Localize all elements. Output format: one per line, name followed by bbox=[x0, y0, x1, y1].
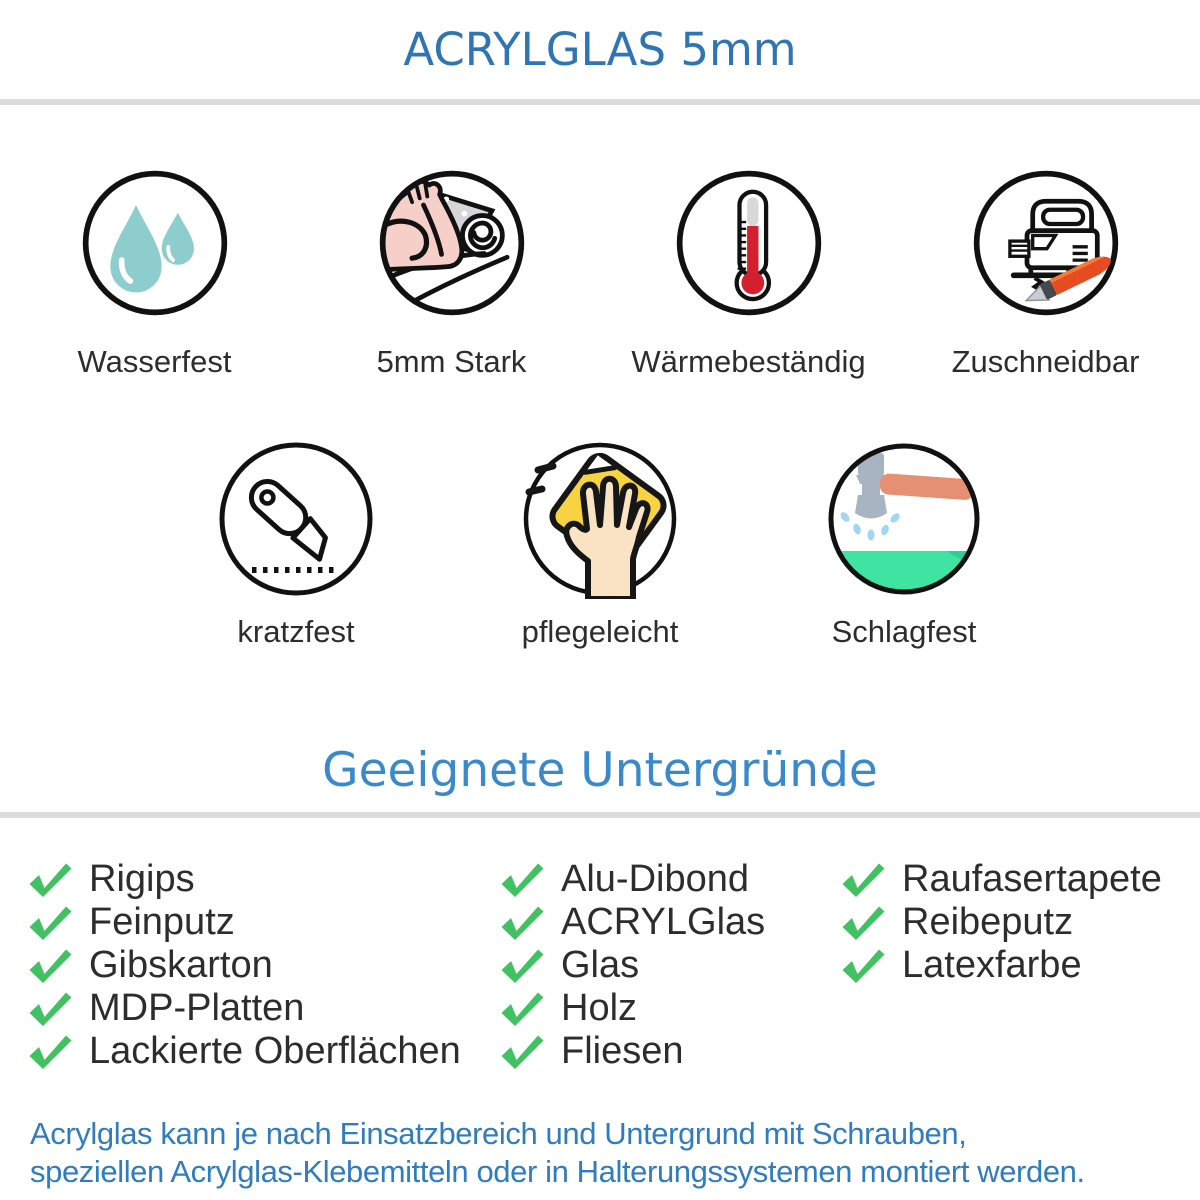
list-item-label: Holz bbox=[561, 987, 638, 1029]
page-title: ACRYLGLAS 5mm bbox=[403, 23, 797, 76]
list-item-label: Latexfarbe bbox=[902, 944, 1082, 986]
list-item-label: Alu-Dibond bbox=[561, 858, 749, 900]
feature-label: pflegeleicht bbox=[521, 614, 679, 649]
feature-label: Zuschneidbar bbox=[951, 344, 1140, 379]
feature-schlagfest bbox=[752, 439, 1056, 651]
feature-label: kratzfest bbox=[237, 614, 355, 649]
list-item bbox=[498, 987, 839, 1030]
list-item-label: Rigips bbox=[89, 858, 195, 900]
hammer-impact-icon bbox=[824, 439, 984, 599]
checkmark-icon bbox=[498, 905, 544, 941]
jigsaw-knife-icon bbox=[970, 167, 1122, 319]
checkmark-icon bbox=[498, 948, 544, 984]
list-item-label: Gibskarton bbox=[89, 944, 273, 986]
substrates-column-3 bbox=[839, 858, 1200, 1073]
list-item bbox=[498, 901, 839, 944]
features-row-2 bbox=[0, 439, 1200, 651]
list-item-label: Glas bbox=[561, 944, 640, 986]
list-item-label: ACRYLGlas bbox=[561, 901, 766, 943]
feature-zuschneidbar bbox=[897, 167, 1194, 381]
hand-cloth-icon bbox=[520, 439, 680, 599]
substrates-column-2 bbox=[498, 858, 839, 1073]
feature-label: Wärmebeständig bbox=[631, 344, 866, 379]
feature-wasserfest bbox=[6, 167, 303, 381]
feature-waermebestaendig bbox=[600, 167, 897, 381]
checkmark-icon bbox=[839, 862, 885, 898]
divider-top bbox=[0, 99, 1200, 105]
list-item bbox=[839, 901, 1200, 944]
list-item bbox=[26, 1030, 498, 1073]
checkmark-icon bbox=[26, 1034, 72, 1070]
list-item bbox=[498, 858, 839, 901]
list-item-label: Reibeputz bbox=[902, 901, 1074, 943]
list-item-label: Raufasertapete bbox=[902, 858, 1162, 900]
list-item bbox=[839, 944, 1200, 987]
checkmark-icon bbox=[26, 948, 72, 984]
list-item bbox=[839, 858, 1200, 901]
feature-label: Schlagfest bbox=[831, 614, 977, 649]
checkmark-icon bbox=[498, 862, 544, 898]
checkmark-icon bbox=[498, 991, 544, 1027]
list-item bbox=[26, 901, 498, 944]
list-item-label: Lackierte Oberflächen bbox=[89, 1030, 461, 1072]
list-item-label: Fliesen bbox=[561, 1030, 684, 1072]
feature-kratzfest bbox=[144, 439, 448, 651]
divider-middle bbox=[0, 812, 1200, 818]
substrates-column-1 bbox=[26, 858, 498, 1073]
features-row-1 bbox=[0, 167, 1200, 381]
list-item-label: MDP-Platten bbox=[89, 987, 305, 1029]
feature-label: Wasserfest bbox=[77, 344, 232, 379]
mounting-note-line: speziellen Acrylglas-Klebemitteln oder in Halterungssystemen montiert werden. bbox=[30, 1154, 1085, 1189]
feature-label: 5mm Stark bbox=[376, 344, 527, 379]
checkmark-icon bbox=[839, 905, 885, 941]
substrates-list bbox=[0, 858, 1200, 1073]
utility-knife-icon bbox=[216, 439, 376, 599]
mounting-note-line: Acrylglas kann je nach Einsatzbereich und Untergrund mit Schrauben, bbox=[30, 1116, 967, 1151]
list-item bbox=[26, 944, 498, 987]
list-item bbox=[26, 858, 498, 901]
list-item bbox=[26, 987, 498, 1030]
checkmark-icon bbox=[26, 862, 72, 898]
feature-pflegeleicht bbox=[448, 439, 752, 651]
feature-5mm-stark bbox=[303, 167, 600, 381]
list-item-label: Feinputz bbox=[89, 901, 235, 943]
checkmark-icon bbox=[839, 948, 885, 984]
section-title-untergruende: Geeignete Untergründe bbox=[322, 743, 878, 798]
mounting-note bbox=[30, 1115, 1200, 1191]
thermometer-icon bbox=[673, 167, 825, 319]
flexed-arm-roll-icon bbox=[376, 167, 528, 319]
checkmark-icon bbox=[26, 905, 72, 941]
water-drops-icon bbox=[79, 167, 231, 319]
list-item bbox=[498, 1030, 839, 1073]
checkmark-icon bbox=[26, 991, 72, 1027]
list-item bbox=[498, 944, 839, 987]
checkmark-icon bbox=[498, 1034, 544, 1070]
